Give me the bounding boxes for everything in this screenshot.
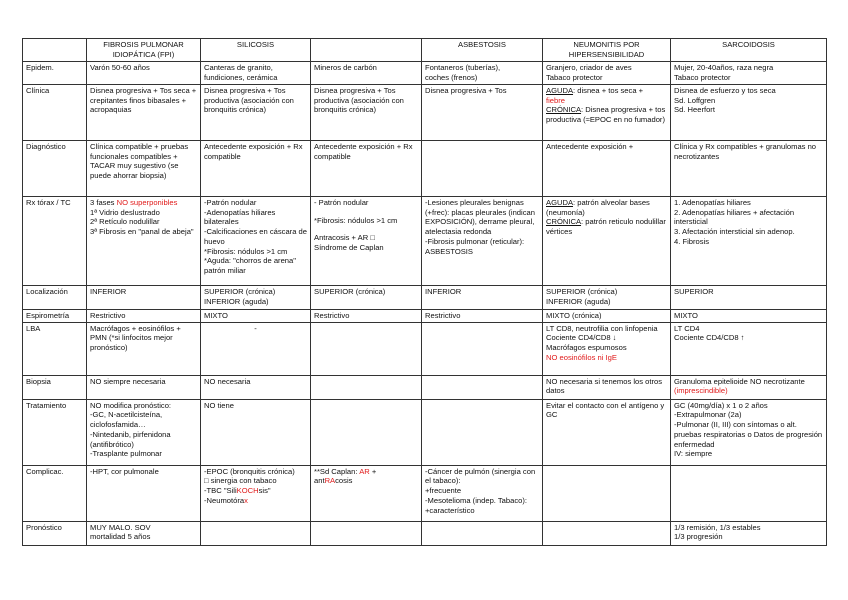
tratamiento-fpi: [87, 399, 201, 465]
text-line: LT CD4: [674, 323, 700, 333]
rx-silicosis-2: [311, 197, 422, 286]
tratamiento-silicosis-2: [311, 399, 422, 465]
header-fpi: FIBROSIS PULMONAR IDIOPÁTICA (FPI): [87, 39, 201, 62]
biopsia-fpi: NO siempre necesaria: [87, 375, 201, 399]
diagnostico-asbestosis: [422, 141, 543, 197]
text-line: 1ª Vidrio deslustrado: [90, 207, 160, 217]
row-lba: [23, 322, 827, 375]
text-line: fundiciones, cerámica: [204, 72, 278, 82]
koch-text: KOCH: [236, 486, 259, 496]
pronostico-asbestosis: [422, 521, 543, 545]
rx-neumonitis: [543, 197, 671, 286]
tratamiento-neumonitis: Evitar el contacto con el antígeno y GC: [543, 399, 671, 465]
text-line: +frecuente: [425, 486, 462, 496]
text-line: 3ª Fibrosis en "panal de abeja": [90, 227, 194, 237]
text-line: mortalidad 5 años: [90, 532, 151, 542]
complicac-fpi: -HPT, cor pulmonale: [87, 465, 201, 521]
espirometria-silicosis-2: Restrictivo: [311, 310, 422, 323]
text-line: *Fibrosis: nódulos >1 cm: [204, 246, 288, 256]
text-line: -Extrapulmonar (2a): [674, 410, 742, 420]
text-line: 2ª Retículo nodulillar: [90, 217, 160, 227]
text-line: 1/3 progresión: [674, 532, 723, 542]
clinica-asbestosis: Disnea progresiva + Tos: [422, 85, 543, 141]
text-line: IV: siempre: [674, 449, 713, 459]
header-neumonitis: NEUMONITIS POR HIPERSENSIBILIDAD: [543, 39, 671, 62]
pronostico-sarcoidosis: [671, 521, 827, 545]
epidem-silicosis: [201, 62, 311, 85]
cronica-text: : patrón reticulo nodulillar vértices: [546, 217, 666, 237]
text-line: SUPERIOR (crónica): [546, 287, 618, 296]
epidem-asbestosis: [422, 62, 543, 85]
text-line: -EPOC (bronquitis crónica): [204, 466, 295, 476]
row-espirometria: [23, 310, 827, 323]
row-label-localizacion: Localización: [23, 286, 87, 310]
lba-silicosis-2: [311, 322, 422, 375]
row-label-espirometria: Espirometría: [23, 310, 87, 323]
row-label-pronostico: Pronóstico: [23, 521, 87, 545]
lba-fpi: Macrófagos + eosinófilos + PMN (*si linfocitos mejor pronóstico): [87, 322, 201, 375]
text-line: Granjero, criador de aves: [546, 63, 632, 72]
diagnostico-sarcoidosis: Clínica y Rx compatibles + granulomas no necrotizantes: [671, 141, 827, 197]
text-line: Sd. Heerfort: [674, 105, 715, 115]
aguda-label: AGUDA: [546, 86, 574, 95]
row-clinica: [23, 85, 827, 141]
text-line: Canteras de granito,: [204, 63, 273, 72]
text-line: INFERIOR (aguda): [204, 296, 269, 306]
complicac-silicosis-2: [311, 465, 422, 521]
lba-asbestosis: [422, 322, 543, 375]
text-line: Macrófagos espumosos: [546, 343, 627, 353]
localizacion-asbestosis: INFERIOR: [422, 286, 543, 310]
text-line: -Mesotelioma (indep. Tabaco): +característico: [425, 495, 528, 515]
aguda-text: : patrón alveolar bases (neumonía): [546, 198, 650, 217]
text-line: Disnea de esfuerzo y tos seca: [674, 86, 776, 95]
text-line: Cociente CD4/CD8 ↓: [546, 333, 617, 343]
cronica-label: CRÓNICA: [546, 105, 582, 115]
diagnostico-neumonitis: Antecedente exposición +: [543, 141, 671, 197]
epidem-sarcoidosis: [671, 62, 827, 85]
row-label-tratamiento: Tratamiento: [23, 399, 87, 465]
biopsia-silicosis: NO necesaria: [201, 375, 311, 399]
neumotorax-x: x: [244, 495, 248, 505]
complicac-neumonitis: [543, 465, 671, 521]
row-label-complicac: Complicac.: [23, 465, 87, 521]
text-line: □ sinergia con tabaco: [204, 476, 277, 486]
cronica-text: : Disnea progresiva + tos productiva (≈EPOC en no fumador): [546, 105, 666, 125]
biopsia-neumonitis: NO necesaria si tenemos los otros datos: [543, 375, 671, 399]
row-rx: [23, 197, 827, 286]
text-line: -Fibrosis pulmonar (reticular): ASBESTOSIS: [425, 236, 525, 256]
pronostico-neumonitis: [543, 521, 671, 545]
header-silicosis: SILICOSIS: [201, 39, 311, 62]
text-line: MUY MALO. SOV: [90, 522, 151, 532]
text-line: Cociente CD4/CD8 ↑: [674, 333, 745, 343]
cronica-label: CRÓNICA: [546, 217, 582, 227]
text-line: GC (40mg/día) x 1 o 2 años: [674, 400, 768, 410]
espirometria-sarcoidosis: MIXTO: [671, 310, 827, 323]
fases-text: 3 fases: [90, 198, 117, 207]
text-line: -Cáncer de pulmón (sinergia con el tabaco):: [425, 466, 536, 486]
epidem-fpi: Varón 50-60 años: [87, 62, 201, 85]
text-line: -Pulmonar (II, III) con síntomas o alt. pruebas respiratorias o Datos de progresión enfermedad: [674, 420, 823, 449]
text-line: Síndrome de Caplan: [314, 243, 384, 253]
tbc-text: -TBC "Sili: [204, 486, 237, 496]
text-line: -Lesiones pleurales benignas (+frec): placas pleurales (indican EXPOSICIÓN), derrame pleural, atelectasia redonda: [425, 198, 535, 237]
ar-text: AR: [359, 466, 370, 476]
pronostico-silicosis-2: [311, 521, 422, 545]
row-label-clinica: Clínica: [23, 85, 87, 141]
pronostico-silicosis: [201, 521, 311, 545]
text-line: 1. Adenopatías hiliares: [674, 198, 751, 207]
text-line: SUPERIOR (crónica): [204, 287, 276, 296]
aguda-label: AGUDA: [546, 198, 574, 207]
lba-silicosis: -: [201, 322, 311, 375]
no-superponibles-text: NO superponibles: [116, 198, 178, 207]
text-line: -Patrón nodular: [204, 198, 257, 207]
row-label-rx: Rx tórax / TC: [23, 197, 87, 286]
clinica-silicosis-2: Disnea progresiva + Tos productiva (asociación con bronquitis crónica): [311, 85, 422, 141]
clinica-silicosis: Disnea progresiva + Tos productiva (asociación con bronquitis crónica): [201, 85, 311, 141]
granuloma-text: Granuloma epitelioide NO necrotizante: [674, 376, 805, 386]
header-empty: [23, 39, 87, 62]
tratamiento-asbestosis: [422, 399, 543, 465]
header-silicosis-2: [311, 39, 422, 62]
row-biopsia: [23, 375, 827, 399]
row-complicac: [23, 465, 827, 521]
caplan-text: **Sd Caplan:: [314, 466, 360, 476]
row-pronostico: [23, 521, 827, 545]
text-line: *Aguda: "chorros de arena" patrón miliar: [204, 256, 296, 276]
complicac-sarcoidosis: [671, 465, 827, 521]
localizacion-fpi: INFERIOR: [87, 286, 201, 310]
header-sarcoidosis: SARCOIDOSIS: [671, 39, 827, 62]
text-line: INFERIOR (aguda): [546, 296, 611, 306]
text-line: 4. Fibrosis: [674, 236, 710, 246]
aguda-text: : disnea + tos seca +: [573, 86, 644, 95]
epidem-neumonitis: [543, 62, 671, 85]
row-epidem: [23, 62, 827, 85]
rx-asbestosis: [422, 197, 543, 286]
espirometria-asbestosis: Restrictivo: [422, 310, 543, 323]
diagnostico-fpi: Clínica compatible + pruebas funcionales compatibles + TACAR muy sugestivo (se puede ahorrar biopsia): [87, 141, 201, 197]
text-line: Fontaneros (tuberías),: [425, 63, 501, 72]
lba-sarcoidosis: [671, 322, 827, 375]
espirometria-fpi: Restrictivo: [87, 310, 201, 323]
comparison-table: [22, 38, 827, 546]
diagnostico-silicosis-2: Antecedente exposición + Rx compatible: [311, 141, 422, 197]
text-line: Tabaco protector: [674, 72, 731, 82]
text-line: Tabaco protector: [546, 72, 603, 82]
text-line: 2. Adenopatías hiliares + afectación intersticial: [674, 207, 795, 227]
text-line: NO modifica pronóstico:: [90, 400, 172, 410]
plus-text: +: [369, 466, 377, 476]
espirometria-silicosis: MIXTO: [201, 310, 311, 323]
text-line: Antracosis + AR □: [314, 233, 375, 243]
cosis-text: cosis: [335, 476, 353, 486]
biopsia-silicosis-2: [311, 375, 422, 399]
complicac-silicosis: [201, 465, 311, 521]
header-asbestosis: ASBESTOSIS: [422, 39, 543, 62]
no-eosinofilos-text: NO eosinófilos ni IgE: [546, 352, 617, 362]
espirometria-neumonitis: MIXTO (crónica): [543, 310, 671, 323]
text-line: -GC, N-acetilcisteína, ciclofosfamida…: [90, 410, 163, 430]
row-diagnostico: [23, 141, 827, 197]
text-line: -Calcificaciones en cáscara de huevo: [204, 227, 307, 246]
tratamiento-silicosis: NO tiene: [201, 399, 311, 465]
row-label-lba: LBA: [23, 322, 87, 375]
text-line: -Trasplante pulmonar: [90, 449, 162, 459]
text-line: Mujer, 20-40años, raza negra: [674, 63, 774, 72]
text-line: 3. Afectación intersticial sin adenop.: [674, 227, 795, 237]
text-line: LT CD8, neutrofilia con linfopenia: [546, 323, 658, 333]
clinica-fpi: Disnea progresiva + Tos seca + crepitantes finos bibasales + acropaquias: [87, 85, 201, 141]
localizacion-sarcoidosis: SUPERIOR: [671, 286, 827, 310]
clinica-neumonitis: [543, 85, 671, 141]
text-line: *Fibrosis: nódulos >1 cm: [314, 215, 398, 225]
tratamiento-sarcoidosis: [671, 399, 827, 465]
biopsia-asbestosis: [422, 375, 543, 399]
diagnostico-silicosis: Antecedente exposición + Rx compatible: [201, 141, 311, 197]
row-label-diagnostico: Diagnóstico: [23, 141, 87, 197]
rx-sarcoidosis: [671, 197, 827, 286]
text-line: coches (frenos): [425, 72, 478, 82]
text-line: -Nintedanib, pirfenidona (antifibrótico): [90, 429, 171, 449]
row-label-epidem: Epidem.: [23, 62, 87, 85]
text-line: Sd. Loffgren: [674, 95, 716, 105]
complicac-asbestosis: [422, 465, 543, 521]
pronostico-fpi: [87, 521, 201, 545]
localizacion-silicosis-2: SUPERIOR (crónica): [311, 286, 422, 310]
text-line: -Adenopatías hiliares bilaterales: [204, 207, 276, 227]
rx-silicosis: [201, 197, 311, 286]
localizacion-silicosis: [201, 286, 311, 310]
ra-text: RA: [324, 476, 336, 486]
row-tratamiento: [23, 399, 827, 465]
epidem-silicosis-2: Mineros de carbón: [311, 62, 422, 85]
row-label-biopsia: Biopsia: [23, 375, 87, 399]
header-row: [23, 39, 827, 62]
clinica-sarcoidosis: [671, 85, 827, 141]
row-localizacion: [23, 286, 827, 310]
ant-text: ant: [314, 476, 325, 486]
imprescindible-text: (imprescindible): [674, 386, 728, 396]
neumotorax-text: -Neumotóra: [204, 495, 245, 505]
text-line: 1/3 remisión, 1/3 estables: [674, 522, 761, 532]
text-line: - Patrón nodular: [314, 198, 369, 207]
tbc-text-end: sis": [258, 486, 271, 496]
biopsia-sarcoidosis: [671, 375, 827, 399]
fiebre-text: fiebre: [546, 95, 565, 105]
localizacion-neumonitis: [543, 286, 671, 310]
lba-neumonitis: [543, 322, 671, 375]
rx-fpi: [87, 197, 201, 286]
